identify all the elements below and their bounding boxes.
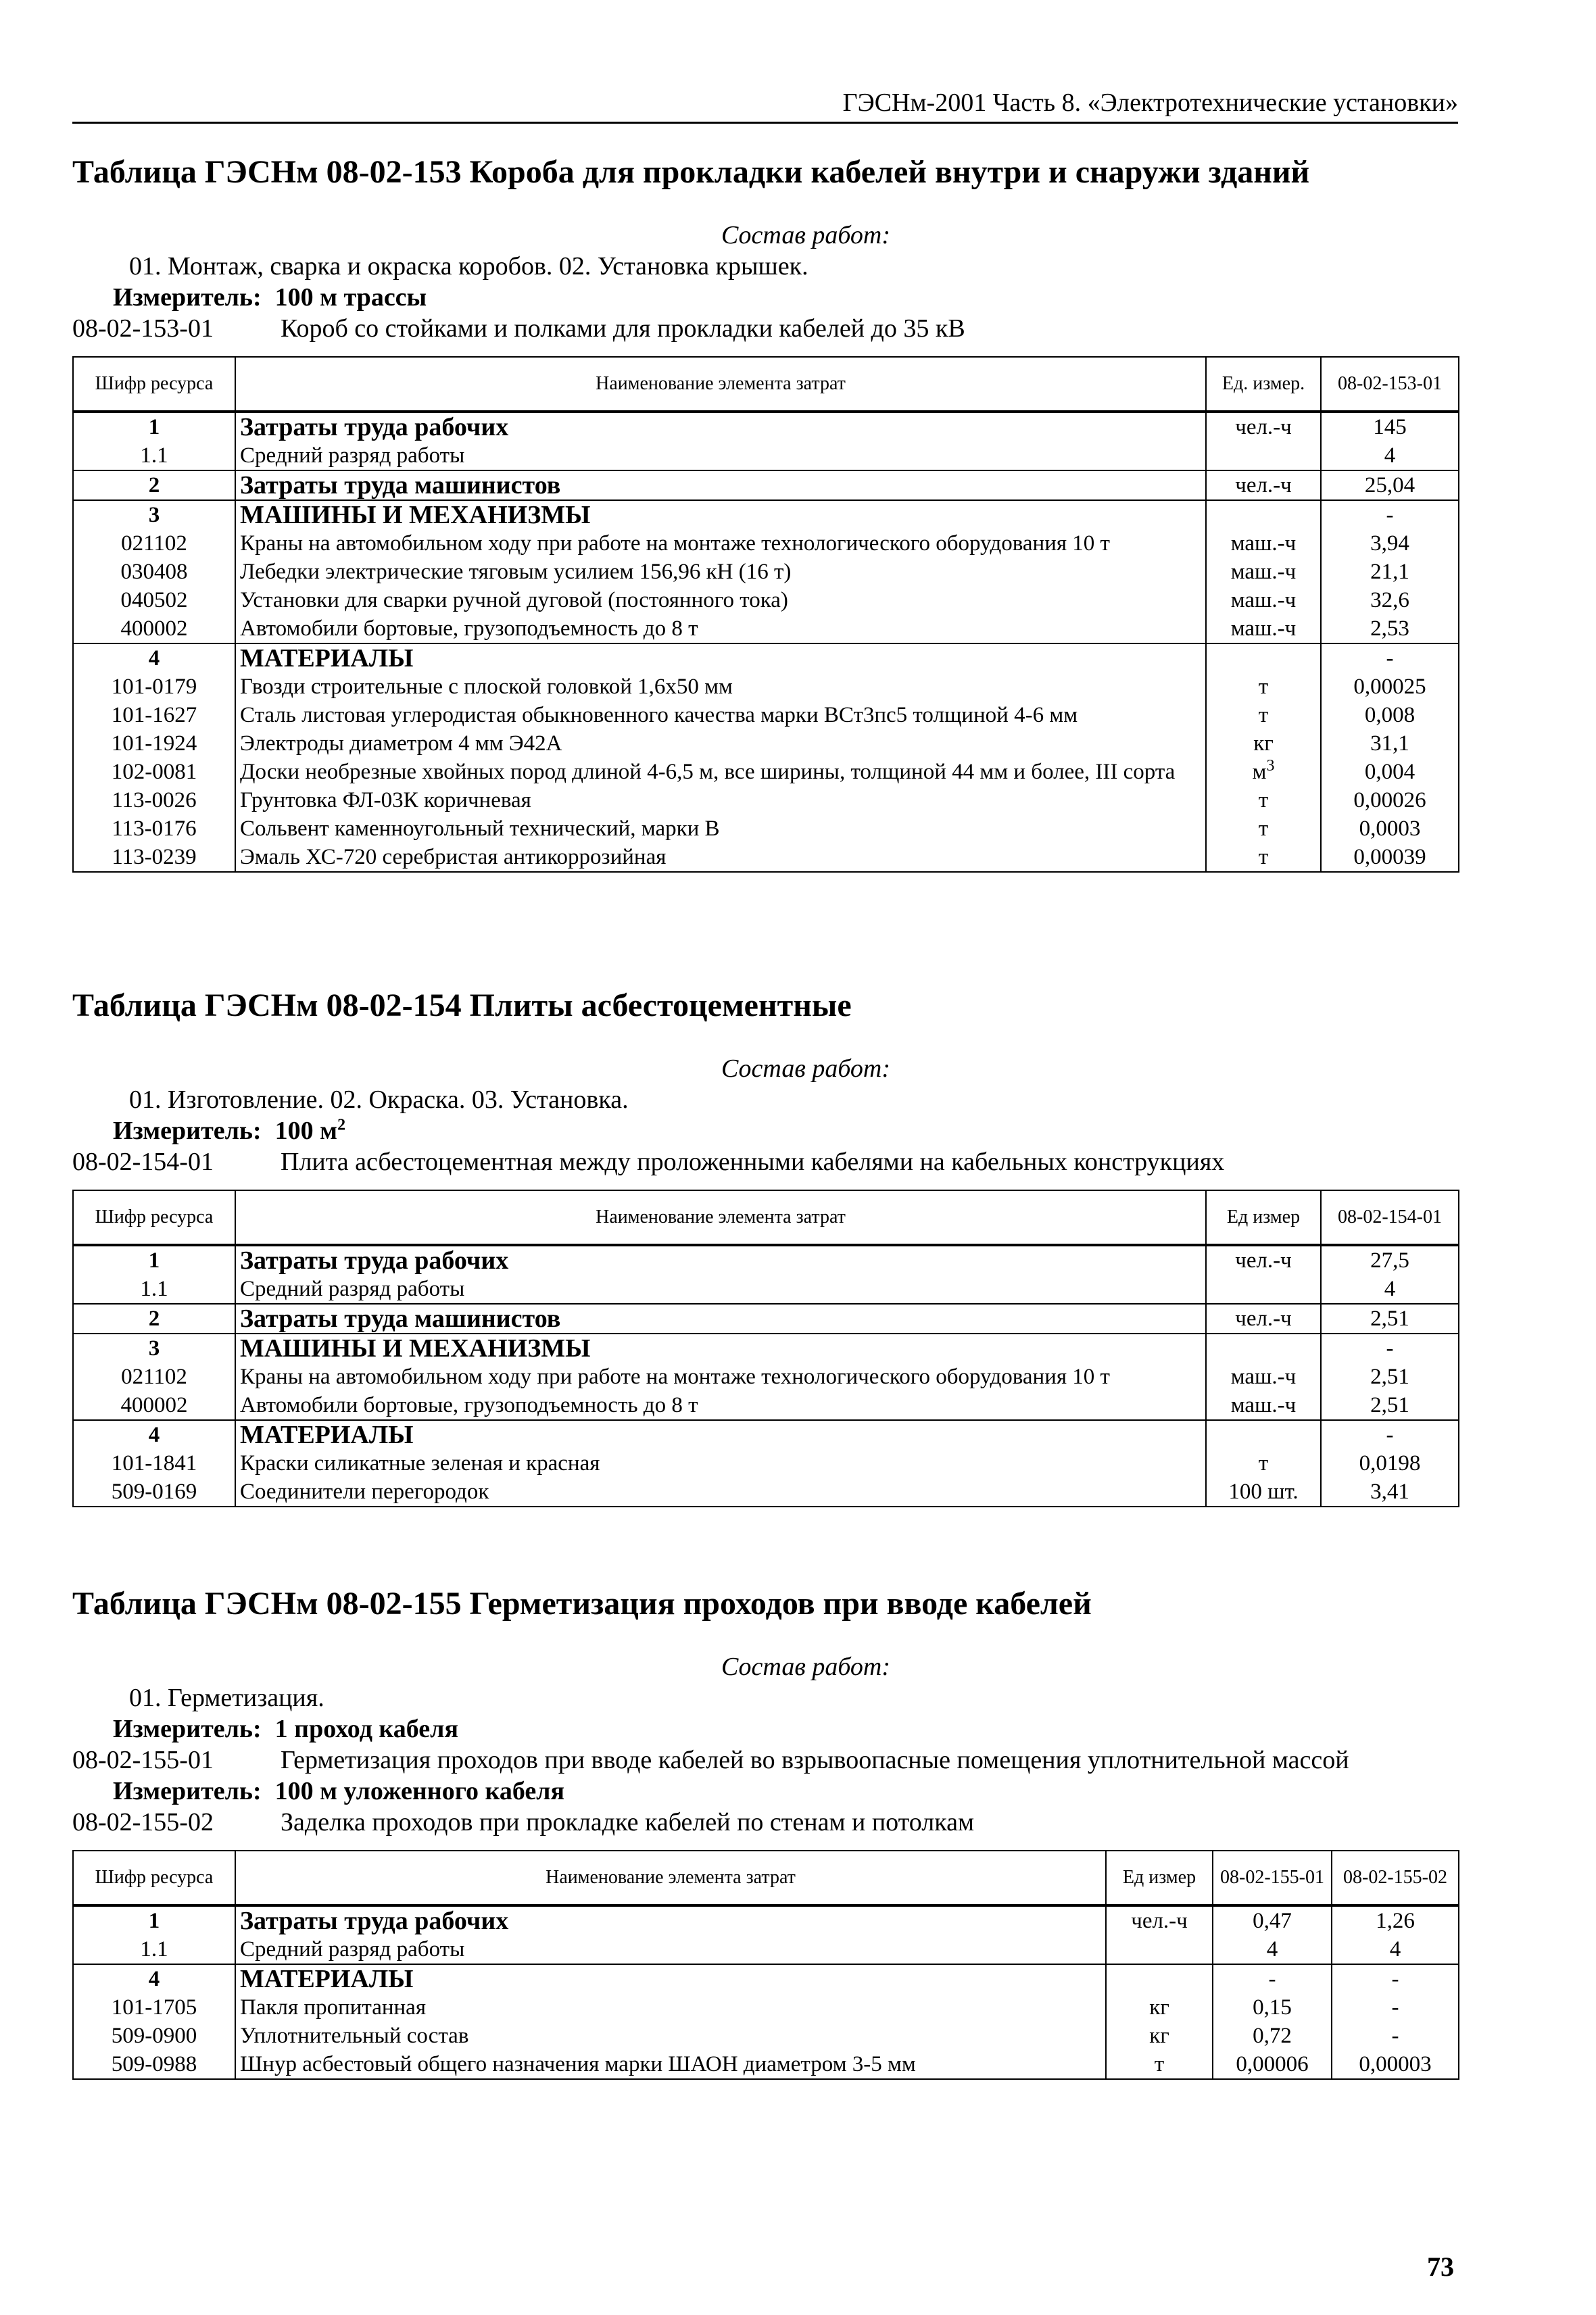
cell-value-1: 0,72 [1213,2022,1332,2050]
cell-unit [1206,1420,1321,1449]
th-value-2: 08-02-155-02 [1332,1851,1459,1905]
cell-value-2: - [1332,2022,1459,2050]
table-row [73,758,1459,786]
cell-name: Краны на автомобильном ходу при работе на монтаже технологического оборудования 10 т [235,529,1206,558]
cell-value-1: 25,04 [1321,470,1459,500]
norm-code-row [72,1745,1458,1776]
table-row [73,1334,1459,1363]
th-name: Наименование элемента затрат [235,357,1206,412]
norm-description: Короб со стойками и полками для прокладки кабелей до 35 кВ [281,314,965,343]
meter-value: 100 м уложенного кабеля [274,1777,565,1805]
cell-value-1: 0,008 [1321,701,1459,729]
cell-unit [1106,1964,1213,1993]
table-row [73,1478,1459,1507]
cell-name: Сольвент каменноугольный технический, марки В [235,814,1206,843]
cell-unit: $м^3$ [1206,758,1321,786]
meter [72,282,1458,313]
cell-value-1: 0,00025 [1321,673,1459,701]
work-composition: 01. Монтаж, сварка и окраска коробов. 02. Установка крышек. [129,252,808,281]
cell-unit: маш.-ч [1206,558,1321,586]
table-row [73,729,1459,758]
section-title: Таблица ГЭСНм 08-02-154 Плиты асбестоцементные [72,988,852,1023]
cell-value-1: 0,15 [1213,1993,1332,2022]
cell-code: 509-0900 [73,2022,235,2050]
cell-code: 400002 [73,1391,235,1420]
norm-code-row [72,1807,1458,1838]
table-row [73,1275,1459,1304]
meter [72,1776,1458,1807]
cell-value-1: 4 [1213,1935,1332,1964]
cell-name: Гвозди строительные с плоской головкой 1,6х50 мм [235,673,1206,701]
cell-name: Автомобили бортовые, грузоподъемность до 8 т [235,1391,1206,1420]
cell-unit: т [1206,786,1321,814]
cell-name: Затраты труда машинистов [235,470,1206,500]
cell-code: 3 [73,500,235,529]
table-row [73,2022,1459,2050]
norm-description: Заделка проходов при прокладке кабелей по стенам и потолкам [281,1808,975,1836]
table-row [73,1304,1459,1334]
meter-value: 100 м трассы [274,283,427,312]
cell-code: 509-0988 [73,2050,235,2079]
cell-unit [1206,500,1321,529]
cell-unit: т [1206,701,1321,729]
meter [72,1115,1458,1146]
section-08-02-153 [72,152,1458,873]
cell-code: 101-1705 [73,1993,235,2022]
cell-code: 4 [73,643,235,673]
cell-unit: чел.-ч [1206,1245,1321,1275]
meter-label: Измеритель: [113,1117,262,1145]
table-row [73,786,1459,814]
cell-value-1: 0,00026 [1321,786,1459,814]
th-code: Шифр ресурса [73,357,235,412]
cell-unit: т [1206,673,1321,701]
th-code: Шифр ресурса [73,1851,235,1905]
cell-value-1: 27,5 [1321,1245,1459,1275]
cell-value-1: 0,004 [1321,758,1459,786]
meter [72,1713,1458,1745]
cell-value-1: 3,94 [1321,529,1459,558]
table-row [73,1245,1459,1275]
cell-name: МАТЕРИАЛЫ [235,643,1206,673]
meter-value: 100 $м^2$ [274,1116,346,1145]
cell-unit: маш.-ч [1206,1391,1321,1420]
cell-unit: чел.-ч [1106,1905,1213,1935]
cell-code: 030408 [73,558,235,586]
cell-unit [1206,1334,1321,1363]
cell-unit: чел.-ч [1206,1304,1321,1334]
page-number: 73 [1427,2251,1454,2282]
cell-value-2: - [1332,1964,1459,1993]
cell-value-1: 0,00039 [1321,843,1459,872]
meter-label: Измеритель: [113,1777,262,1805]
table-row [73,673,1459,701]
resource-table [72,1850,1459,2080]
th-unit: Ед измер [1206,1190,1321,1245]
norm-description: Герметизация проходов при вводе кабелей во взрывоопасные помещения уплотнительной массой [281,1746,1349,1774]
cell-code: 101-1627 [73,701,235,729]
section-title: Таблица ГЭСНм 08-02-153 Короба для прокладки кабелей внутри и снаружи зданий [72,154,1310,190]
cell-name: МАШИНЫ И МЕХАНИЗМЫ [235,1334,1206,1363]
table-row [73,1391,1459,1420]
cell-value-1: 31,1 [1321,729,1459,758]
cell-unit: 100 шт. [1206,1478,1321,1507]
cell-value-1: 4 [1321,1275,1459,1304]
cell-unit: чел.-ч [1206,470,1321,500]
resource-table [72,1190,1459,1507]
section-title: Таблица ГЭСНм 08-02-155 Герметизация проходов при вводе кабелей [72,1586,1092,1622]
cell-unit: т [1206,1449,1321,1478]
cell-unit: чел.-ч [1206,412,1321,441]
section-08-02-155 [72,1584,1458,2080]
table-row [73,843,1459,872]
table-row [73,2050,1459,2079]
norm-code: 08-02-154-01 [72,1148,214,1176]
cell-code: 101-1841 [73,1449,235,1478]
cell-unit: т [1206,843,1321,872]
cell-value-2: 0,00003 [1332,2050,1459,2079]
table-row [73,1449,1459,1478]
cell-value-1: 21,1 [1321,558,1459,586]
cell-name: МАТЕРИАЛЫ [235,1420,1206,1449]
cell-unit: кг [1206,729,1321,758]
work-composition-label: Состав работ: [721,1653,891,1681]
cell-value-1: 0,0003 [1321,814,1459,843]
cell-value-1: 0,0198 [1321,1449,1459,1478]
page-header: ГЭСНм-2001 Часть 8. «Электротехнические установки» [72,87,1458,124]
cell-value-1: 2,51 [1321,1363,1459,1391]
cell-value-1: - [1213,1964,1332,1993]
cell-value-1: 3,41 [1321,1478,1459,1507]
cell-unit [1206,441,1321,470]
cell-name: Соединители перегородок [235,1478,1206,1507]
cell-name: Доски необрезные хвойных пород длиной 4-6,5 м, все ширины, толщиной 44 мм и более, III сорта [235,758,1206,786]
cell-name: Установки для сварки ручной дуговой (постоянного тока) [235,586,1206,614]
th-code: Шифр ресурса [73,1190,235,1245]
cell-value-1: - [1321,500,1459,529]
norm-code: 08-02-153-01 [72,314,214,343]
cell-code: 021102 [73,529,235,558]
cell-value-1: 0,47 [1213,1905,1332,1935]
cell-code: 2 [73,1304,235,1334]
cell-code: 1 [73,1245,235,1275]
norm-code-row [72,313,1458,344]
cell-value-1: - [1321,643,1459,673]
cell-name: Электроды диаметром 4 мм Э42А [235,729,1206,758]
cell-code: 101-1924 [73,729,235,758]
cell-name: Средний разряд работы [235,441,1206,470]
table-row [73,470,1459,500]
cell-value-1: 2,51 [1321,1304,1459,1334]
meter-value: 1 проход кабеля [274,1715,458,1743]
cell-unit: маш.-ч [1206,614,1321,643]
cell-name: Уплотнительный состав [235,2022,1106,2050]
th-unit: Ед. измер. [1206,357,1321,412]
cell-unit: т [1206,814,1321,843]
cell-value-2: 4 [1332,1935,1459,1964]
section-08-02-154 [72,985,1458,1507]
cell-code: 021102 [73,1363,235,1391]
cell-name: Затраты труда рабочих [235,1905,1106,1935]
th-name: Наименование элемента затрат [235,1851,1106,1905]
cell-value-1: 2,51 [1321,1391,1459,1420]
cell-unit [1206,643,1321,673]
cell-name: Лебедки электрические тяговым усилием 156,96 кН (16 т) [235,558,1206,586]
cell-value-1: 4 [1321,441,1459,470]
cell-unit: маш.-ч [1206,586,1321,614]
cell-name: Краски силикатные зеленая и красная [235,1449,1206,1478]
table-row [73,500,1459,529]
cell-name: Грунтовка ФЛ-03К коричневая [235,786,1206,814]
cell-unit: т [1106,2050,1213,2079]
cell-value-1: 32,6 [1321,586,1459,614]
table-row [73,558,1459,586]
table-row [73,1993,1459,2022]
th-value-1: 08-02-155-01 [1213,1851,1332,1905]
cell-name: Краны на автомобильном ходу при работе на монтаже технологического оборудования 10 т [235,1363,1206,1391]
cell-code: 2 [73,470,235,500]
th-unit: Ед измер [1106,1851,1213,1905]
work-composition-label: Состав работ: [721,1054,891,1083]
cell-code: 4 [73,1420,235,1449]
cell-value-1: - [1321,1334,1459,1363]
cell-name: Затраты труда машинистов [235,1304,1206,1334]
table-row [73,1905,1459,1935]
cell-unit: маш.-ч [1206,1363,1321,1391]
cell-code: 113-0176 [73,814,235,843]
cell-code: 1.1 [73,1935,235,1964]
work-composition: 01. Герметизация. [129,1684,324,1712]
cell-code: 1.1 [73,441,235,470]
cell-unit: кг [1106,2022,1213,2050]
norm-code-row [72,1146,1458,1177]
cell-unit [1106,1935,1213,1964]
cell-name: Шнур асбестовый общего назначения марки ШАОН диаметром 3-5 мм [235,2050,1106,2079]
resource-table [72,356,1459,873]
cell-code: 3 [73,1334,235,1363]
cell-code: 040502 [73,586,235,614]
cell-name: Средний разряд работы [235,1935,1106,1964]
cell-unit [1206,1275,1321,1304]
table-row [73,643,1459,673]
th-name: Наименование элемента затрат [235,1190,1206,1245]
cell-code: 1 [73,1905,235,1935]
table-row [73,1363,1459,1391]
table-row [73,701,1459,729]
cell-unit: маш.-ч [1206,529,1321,558]
table-row [73,1935,1459,1964]
cell-code: 400002 [73,614,235,643]
cell-unit: кг [1106,1993,1213,2022]
cell-code: 4 [73,1964,235,1993]
cell-code: 509-0169 [73,1478,235,1507]
table-row [73,441,1459,470]
cell-value-2: 1,26 [1332,1905,1459,1935]
cell-value-1: 0,00006 [1213,2050,1332,2079]
cell-value-1: 145 [1321,412,1459,441]
cell-name: Пакля пропитанная [235,1993,1106,2022]
cell-name: Сталь листовая углеродистая обыкновенного качества марки ВСт3пс5 толщиной 4-6 мм [235,701,1206,729]
cell-code: 1 [73,412,235,441]
cell-code: 1.1 [73,1275,235,1304]
meter-label: Измеритель: [113,1715,262,1743]
cell-name: Средний разряд работы [235,1275,1206,1304]
work-composition: 01. Изготовление. 02. Окраска. 03. Установка. [129,1086,629,1114]
cell-code: 101-0179 [73,673,235,701]
work-composition-label: Состав работ: [721,221,891,249]
norm-code: 08-02-155-01 [72,1746,214,1774]
cell-code: 102-0081 [73,758,235,786]
norm-description: Плита асбестоцементная между проложенными кабелями на кабельных конструкциях [281,1148,1225,1176]
table-row [73,529,1459,558]
table-row [73,412,1459,441]
cell-name: Затраты труда рабочих [235,1245,1206,1275]
table-row [73,586,1459,614]
cell-name: Автомобили бортовые, грузоподъемность до 8 т [235,614,1206,643]
meter-label: Измеритель: [113,283,262,312]
cell-name: Затраты труда рабочих [235,412,1206,441]
cell-name: МАШИНЫ И МЕХАНИЗМЫ [235,500,1206,529]
cell-code: 113-0026 [73,786,235,814]
cell-value-1: - [1321,1420,1459,1449]
cell-value-1: 2,53 [1321,614,1459,643]
table-row [73,1964,1459,1993]
cell-name: МАТЕРИАЛЫ [235,1964,1106,1993]
table-row [73,1420,1459,1449]
cell-code: 113-0239 [73,843,235,872]
table-row [73,814,1459,843]
cell-name: Эмаль ХС-720 серебристая антикоррозийная [235,843,1206,872]
cell-value-2: - [1332,1993,1459,2022]
norm-code: 08-02-155-02 [72,1808,214,1836]
table-row [73,614,1459,643]
th-value-1: 08-02-154-01 [1321,1190,1459,1245]
th-value-1: 08-02-153-01 [1321,357,1459,412]
